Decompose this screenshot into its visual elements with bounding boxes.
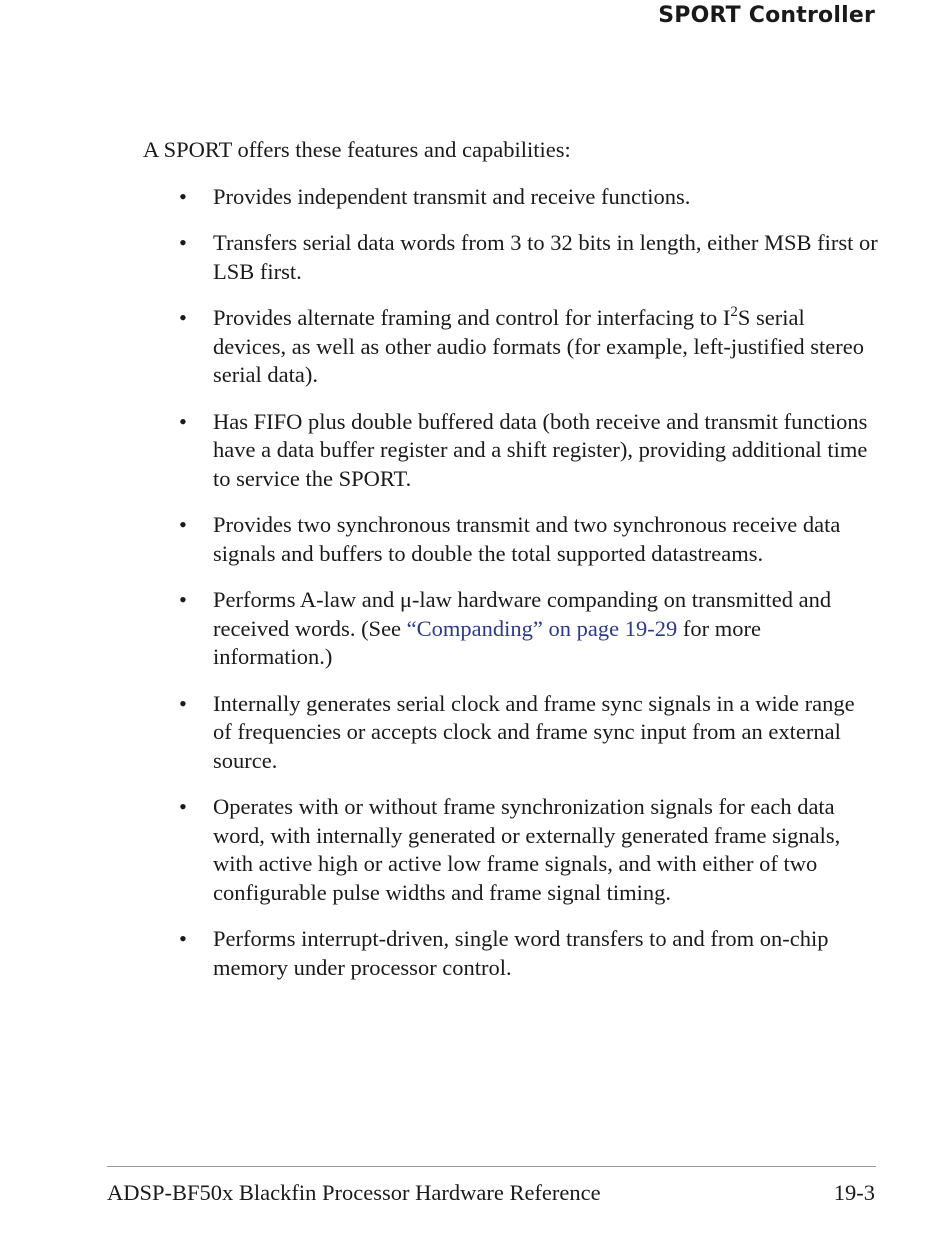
feature-item xyxy=(143,229,878,286)
feature-text: Provides two synchronous transmit and two synchronous receive data signals and buffers to double the total supported datastreams. xyxy=(213,512,841,566)
bullet-icon: • xyxy=(179,690,187,716)
feature-text: Performs interrupt-driven, single word transfers to and from on-chip memory under processor control. xyxy=(213,926,829,980)
feature-text-part: Provides alternate framing and control for interfacing to I xyxy=(213,305,731,330)
running-header: SPORT Controller xyxy=(658,3,875,28)
page-number: 19-3 xyxy=(833,1180,875,1205)
bullet-icon: • xyxy=(179,512,187,537)
bullet-icon: • xyxy=(179,183,187,209)
footer-divider xyxy=(107,1166,876,1167)
footer-book-title: ADSP-BF50x Blackfin Processor Hardware Reference xyxy=(107,1180,601,1205)
feature-item xyxy=(143,408,878,494)
companding-cross-reference-link[interactable]: “Companding” on page 19-29 xyxy=(406,615,678,641)
feature-text-part: Performs A-law and μ-law hardware companding on transmitted and received words. (See xyxy=(213,587,832,641)
bullet-icon: • xyxy=(179,794,187,819)
feature-text: Transfers serial data words from 3 to 32 bits in length, either MSB first or LSB first. xyxy=(213,230,878,284)
feature-text: Internally generates serial clock and frame sync signals in a wide range of frequencies or accepts clock and frame sync input from an external source. xyxy=(213,690,855,773)
feature-text-part: S serial devices, as well as other audio formats (for example, left-justified stereo serial data). xyxy=(213,305,865,387)
bullet-icon: • xyxy=(179,587,187,612)
bullet-icon: • xyxy=(179,926,187,951)
feature-list xyxy=(143,183,878,983)
feature-item xyxy=(143,304,878,390)
feature-text xyxy=(213,587,831,669)
bullet-icon: • xyxy=(179,305,187,330)
intro-paragraph: A SPORT offers these features and capabilities: xyxy=(143,137,571,162)
feature-text: Operates with or without frame synchronization signals for each data word, with internally generated or externally generated frame signals, with active high or active low frame signals, and with either of two configurable pulse widths and frame signal timing. xyxy=(213,794,841,905)
bullet-icon: • xyxy=(179,230,187,255)
feature-item xyxy=(143,690,878,776)
feature-item xyxy=(143,511,878,568)
feature-text: Has FIFO plus double buffered data (both receive and transmit functions have a data buffer register and a shift register), providing additional time to service the SPORT. xyxy=(213,408,868,491)
main-content xyxy=(143,136,878,1000)
superscript: 2 xyxy=(730,304,738,320)
feature-item xyxy=(143,183,878,212)
bullet-icon: • xyxy=(179,408,187,434)
feature-item xyxy=(143,793,878,907)
feature-text: Provides independent transmit and receive functions. xyxy=(213,183,691,209)
feature-item xyxy=(143,586,878,672)
feature-text xyxy=(213,305,864,387)
feature-item xyxy=(143,925,878,982)
feature-text-part: for more information.) xyxy=(213,615,761,669)
